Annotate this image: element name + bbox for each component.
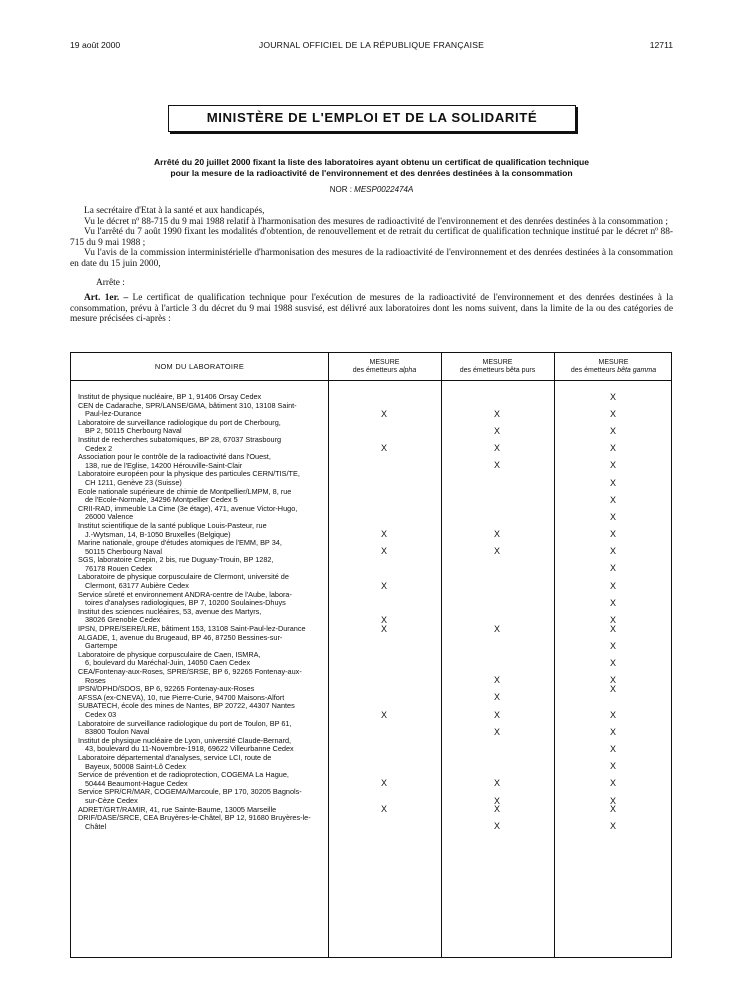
table-row (71, 402, 671, 419)
table-header (71, 353, 671, 381)
laboratory-name-line: 26000 Valence (85, 512, 134, 522)
gamma-mark: X (609, 683, 616, 694)
preamble-line: Vu le décret nº 88-715 du 9 mai 1988 relatif à l'harmonisation des mesures de radioactivité de l'environnement et des denrées destinées à la consommation ; (84, 216, 668, 227)
laboratory-name-line: CEN de Cadarache, SPR/LANSE/GMA, bâtiment 310, 13108 Saint- (78, 400, 297, 410)
laboratory-name-line: Institut de physique nucléaire, BP 1, 91406 Orsay Cedex (78, 392, 262, 401)
laboratory-name (71, 436, 328, 453)
laboratory-name (71, 470, 328, 487)
table-row (71, 488, 671, 505)
alpha-mark: X (380, 529, 387, 540)
laboratory-name (71, 737, 328, 754)
decree-title (70, 157, 673, 178)
laboratory-name-line: de l'Ecole-Normale, 34296 Montpellier Cedex 5 (85, 495, 238, 505)
gamma-mark: X (609, 563, 616, 574)
laboratory-name-line: toires d'analyses radiologiques, BP 7, 10200 Soulaines-Dhuys (85, 598, 286, 608)
table-row (71, 771, 671, 788)
beta-mark: X (493, 804, 500, 815)
laboratory-name (71, 754, 328, 771)
table-row (71, 608, 671, 625)
laboratory-name-line: IPSN/DPHD/SDOS, BP 6, 92265 Fontenay-aux-Roses (78, 684, 255, 694)
laboratory-name-line: ALGADE, 1, avenue du Brugeaud, BP 46, 87250 Bessines-sur- (78, 632, 283, 642)
laboratory-name (71, 608, 328, 625)
laboratory-name-line: Institut de recherches subatomiques, BP 28, 67037 Strasbourg (78, 434, 282, 444)
beta-mark: X (493, 408, 500, 419)
laboratory-name (71, 702, 328, 719)
laboratory-table (70, 352, 672, 958)
alpha-mark: X (380, 804, 387, 815)
nor-value: MESP0022474A (354, 185, 414, 194)
table-row (71, 436, 671, 453)
article-1 (70, 293, 673, 325)
laboratory-name-line: Institut de physique nucléaire de Lyon, université Claude-Bernard, (78, 735, 292, 745)
preamble-line: Vu l'avis de la commission interministérielle d'harmonisation des mesures de la radioactivité de l'environnement et des denrées destinées à la consommation en date du 15 juin 2000, (70, 248, 673, 269)
preamble-line: Vu l'arrêté du 7 août 1990 fixant les modalités d'obtention, de renouvellement et de retrait du certificat de qualification technique institué par le décret nº 88-715 du 9 mai 1988 ; (70, 227, 673, 248)
gamma-mark: X (609, 529, 616, 540)
beta-mark: X (493, 443, 500, 454)
table-row (71, 814, 671, 831)
gamma-mark: X (609, 821, 616, 832)
laboratory-name (71, 539, 328, 556)
gamma-mark: X (609, 597, 616, 608)
laboratory-name-line: Service SPR/CR/MAR, COGEMA/Marcoule, BP 170, 30205 Bagnols- (78, 787, 302, 797)
beta-mark: X (493, 623, 500, 634)
article-label: Art. 1er. – (84, 293, 129, 304)
laboratory-name (71, 522, 328, 539)
beta-mark: X (493, 675, 500, 686)
laboratory-name-line: Institut scientifique de la santé publique Louis-Pasteur, rue (78, 520, 267, 530)
table-row (71, 591, 671, 608)
beta-mark: X (493, 726, 500, 737)
table-row (71, 453, 671, 470)
laboratory-name-line: 50115 Cherbourg Naval (85, 546, 162, 556)
gamma-mark: X (609, 460, 616, 471)
page-header (70, 40, 673, 54)
journal-title: JOURNAL OFFICIEL DE LA RÉPUBLIQUE FRANÇAISE (258, 40, 485, 50)
header-laboratory-label: NOM DU LABORATOIRE (154, 361, 245, 371)
table-row (71, 556, 671, 573)
beta-mark: X (493, 709, 500, 720)
laboratory-name (71, 814, 328, 831)
laboratory-name-line: 38026 Grenoble Cedex (85, 615, 161, 625)
laboratory-name-line: Marine nationale, groupe d'études atomiques de l'EMM, BP 34, (78, 538, 282, 548)
laboratory-name-line: Paul-lez-Durance (85, 409, 142, 419)
laboratory-name-line: CRII-RAD, immeuble La Cime (3e étage), 471, avenue Victor-Hugo, (78, 503, 298, 513)
laboratory-name-line: Service sûreté et environnement ANDRA-centre de l'Aube, labora- (78, 589, 292, 599)
laboratory-name-line: DRIF/DASE/SRCE, CEA Bruyères-le-Châtel, BP 12, 91680 Bruyères-le- (78, 813, 311, 823)
laboratory-name-line: 83800 Toulon Naval (85, 727, 150, 737)
laboratory-name-line: CEA/Fontenay-aux-Roses, SPRE/SRSE, BP 6, 92265 Fontenay-aux- (78, 667, 302, 676)
alpha-mark: X (380, 615, 387, 626)
laboratory-name (71, 668, 328, 685)
laboratory-name-line: 76178 Rouen Cedex (85, 563, 152, 573)
alpha-mark: X (380, 778, 387, 789)
beta-mark: X (493, 460, 500, 471)
gamma-mark: X (609, 511, 616, 522)
beta-mark: X (493, 425, 500, 436)
table-row (71, 634, 671, 651)
decree-title-line-1: Arrêté du 20 juillet 2000 fixant la liste des laboratoires ayant obtenu un certificat de qualification technique (153, 157, 590, 167)
header-gamma (554, 353, 673, 381)
arrete-label: Arrête : (96, 277, 125, 288)
alpha-mark: X (380, 408, 387, 419)
laboratory-name-line: Bayeux, 50008 Saint-Lô Cedex (85, 761, 187, 771)
beta-mark: X (493, 778, 500, 789)
laboratory-name (71, 453, 328, 470)
preamble-line: La secrétaire d'Etat à la santé et aux handicapés, (84, 206, 265, 216)
header-alpha-em: alpha (399, 367, 417, 374)
nor-reference (70, 185, 673, 194)
header-beta-sub: des émetteurs bêta purs (459, 367, 536, 374)
laboratory-name-line: 43, boulevard du 11-Novembre-1918, 69622 Villeurbanne Cedex (85, 744, 294, 754)
laboratory-name-line: 138, rue de l'Eglise, 14200 Hérouville-Saint-Clair (85, 460, 243, 470)
laboratory-name (71, 788, 328, 805)
laboratory-name-line: 50444 Beaumont-Hague Cedex (85, 778, 188, 788)
laboratory-name-line: SUBATECH, école des mines de Nantes, BP 20722, 44307 Nantes (78, 701, 295, 711)
beta-mark: X (493, 795, 500, 806)
gamma-mark: X (609, 743, 616, 754)
alpha-mark: X (380, 443, 387, 454)
laboratory-name-line: AFSSA (ex-CNEVA), 10, rue Pierre-Curie, 94700 Maisons-Alfort (78, 692, 285, 702)
laboratory-name-line: Clermont, 63177 Aubière Cedex (85, 581, 189, 591)
alpha-mark: X (380, 546, 387, 557)
laboratory-name (71, 556, 328, 573)
header-alpha-sub (328, 367, 441, 376)
beta-mark: X (493, 821, 500, 832)
gamma-mark: X (609, 425, 616, 436)
laboratory-name (71, 488, 328, 505)
laboratory-name-line: Service de prévention et de radioprotection, COGEMA La Hague, (78, 770, 289, 780)
header-alpha (328, 353, 441, 381)
decree-title-line-2: pour la mesure de la radioactivité de l'environnement et des denrées destinées à la consommation (170, 167, 573, 178)
table-body (71, 393, 671, 831)
table-row (71, 668, 671, 685)
gamma-mark: X (609, 709, 616, 720)
laboratory-name-line: 6, boulevard du Maréchal-Juin, 14050 Caen Cedex (85, 658, 251, 668)
laboratory-name-line: Cedex 2 (85, 443, 113, 453)
ministry-heading: MINISTÈRE DE L'EMPLOI ET DE LA SOLIDARITÉ (168, 105, 576, 132)
laboratory-name-line: SGS, laboratoire Crepin, 2 bis, rue Duguay-Trouin, BP 1282, (78, 555, 274, 565)
gamma-mark: X (609, 761, 616, 772)
gamma-mark: X (609, 675, 616, 686)
laboratory-name-line: ADRET/GRT/RAMIR, 41, rue Sainte-Baume, 13005 Marseille (78, 804, 277, 814)
laboratory-name-line: Roses (85, 675, 106, 685)
table-row (71, 651, 671, 668)
table-row (71, 539, 671, 556)
laboratory-name (71, 505, 328, 522)
gamma-mark: X (609, 726, 616, 737)
beta-mark: X (493, 529, 500, 540)
header-beta (441, 353, 554, 381)
gamma-mark: X (609, 408, 616, 419)
laboratory-name-line: Gartempe (85, 641, 118, 651)
laboratory-name (71, 651, 328, 668)
laboratory-name-line: Laboratoire de physique corpusculaire de Caen, ISMRA, (78, 649, 261, 659)
laboratory-name-line: Laboratoire de surveillance radiologique du port de Cherbourg, (78, 417, 281, 427)
laboratory-name (71, 634, 328, 651)
page-number: 12711 (649, 40, 673, 50)
gamma-mark: X (609, 546, 616, 557)
gamma-mark: X (609, 477, 616, 488)
table-row (71, 505, 671, 522)
header-date: 19 août 2000 (70, 40, 121, 50)
gamma-mark: X (609, 494, 616, 505)
laboratory-name-line: Laboratoire départemental d'analyses, service LCI, route de (78, 752, 272, 762)
table-row (71, 470, 671, 487)
laboratory-name (71, 419, 328, 436)
beta-mark: X (493, 692, 500, 703)
laboratory-name (71, 771, 328, 788)
gamma-mark: X (609, 658, 616, 668)
table-row (71, 737, 671, 754)
header-gamma-em: bêta gamma (617, 367, 657, 374)
beta-mark: X (493, 546, 500, 557)
header-gamma-top: MESURE (598, 358, 629, 366)
alpha-mark: X (380, 709, 387, 720)
alpha-mark: X (380, 580, 387, 591)
laboratory-name-line: IPSN, DPRE/SERE/LRE, bâtiment 153, 13108 Saint-Paul-lez-Durance (78, 624, 306, 634)
preamble (70, 206, 673, 325)
laboratory-name-line: sur-Cèze Cedex (85, 795, 138, 805)
header-gamma-sub (554, 367, 673, 376)
laboratory-name-line: Cedex 03 (85, 709, 117, 719)
laboratory-name (71, 573, 328, 590)
laboratory-name-line: BP 2, 50115 Cherbourg Naval (85, 426, 182, 436)
laboratory-name (71, 720, 328, 737)
table-row (71, 788, 671, 805)
table-row (71, 419, 671, 436)
laboratory-name-line: CH 1211, Genève 23 (Suisse) (85, 477, 182, 487)
gamma-mark: X (609, 640, 616, 651)
table-row (71, 522, 671, 539)
alpha-mark: X (380, 623, 387, 634)
article-text: Le certificat de qualification technique pour l'exécution de mesures de la radioactivité de l'environnement et des denrées destinées à la consommation, prévu à l'article 3 du décret du 9 mai 1988 susvisé, est délivré aux laboratoires dont les noms suivent, dans la limite de la ou des catégories de mesure précisées ci-après : (70, 293, 673, 325)
gamma-mark: X (609, 795, 616, 806)
header-alpha-sub-text: des émetteurs (352, 367, 398, 374)
gamma-mark: X (609, 778, 616, 789)
laboratory-name (71, 402, 328, 419)
gamma-mark: X (609, 391, 616, 402)
gamma-mark: X (609, 623, 616, 634)
gamma-mark: X (609, 804, 616, 815)
table-row (71, 754, 671, 771)
header-beta-top: MESURE (482, 358, 513, 366)
laboratory-name-line: Laboratoire de surveillance radiologique du port de Toulon, BP 61, (78, 718, 292, 728)
laboratory-name (71, 591, 328, 608)
laboratory-name-line: Association pour le contrôle de la radioactivité dans l'Ouest, (78, 452, 271, 462)
laboratory-name-line: Ecole nationale supérieure de chimie de Montpellier/LMPM, 8, rue (78, 486, 292, 496)
gamma-mark: X (609, 615, 616, 626)
table-row (71, 573, 671, 590)
table-row (71, 702, 671, 719)
laboratory-name-line: Châtel (85, 821, 107, 831)
gamma-mark: X (609, 580, 616, 591)
gamma-mark: X (609, 443, 616, 454)
laboratory-name-line: Laboratoire de physique corpusculaire de Clermont, université de (78, 572, 289, 582)
table-row (71, 720, 671, 737)
laboratory-name-line: Institut des sciences nucléaires, 53, avenue des Martyrs, (78, 606, 262, 616)
header-gamma-sub-text: des émetteurs (570, 367, 616, 374)
header-alpha-top: MESURE (369, 358, 400, 366)
laboratory-name-line: J.-Wytsman, 14, B-1050 Bruxelles (Belgique) (85, 529, 231, 539)
laboratory-name-line: Laboratoire européen pour la physique des particules CERN/TIS/TE, (78, 469, 300, 479)
nor-label: NOR : (329, 185, 352, 194)
header-laboratory (71, 353, 328, 381)
